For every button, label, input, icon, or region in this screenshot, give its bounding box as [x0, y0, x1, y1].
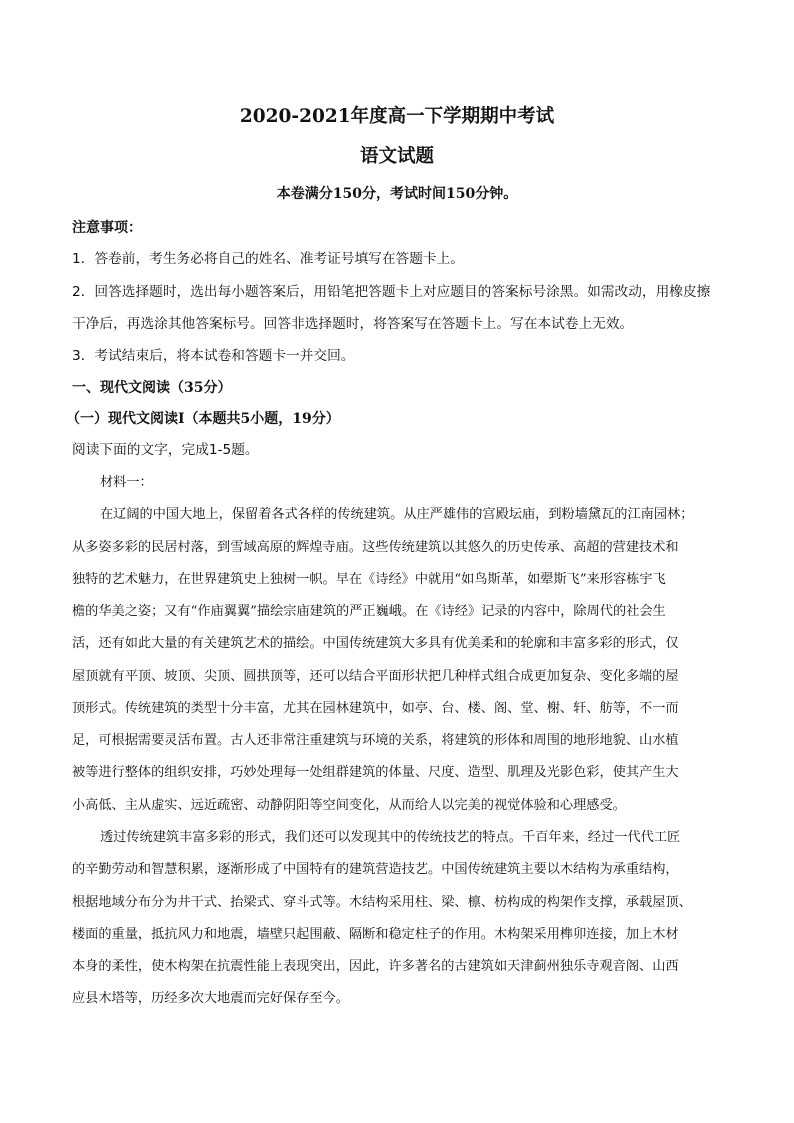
paragraph1-line-6: 屋顶就有平顶、坡顶、尖顶、圆拱顶等，还可以结合平面形状把几种样式组合成更加复杂、变化多端的屋	[72, 669, 679, 684]
exam-info: 本卷满分150分，考试时间150分钟。	[276, 186, 518, 202]
paragraph1-line-1: 在辽阔的中国大地上，保留着各式各样的传统建筑。从庄严雄伟的宫殿坛庙，到粉墙黛瓦的江南园林；	[100, 507, 694, 522]
paragraph1-line-9: 被等进行整体的组织安排，巧妙处理每一处组群建筑的体量、尺度、造型、肌理及光影色彩，使其产生大	[72, 765, 679, 780]
material-label: 材料一：	[100, 475, 153, 490]
reading-instruction: 阅读下面的文字，完成1-5题。	[72, 442, 259, 458]
paragraph2-line-5: 本身的柔性，使木构架在抗震性能上表现突出，因此，许多著名的古建筑如天津蓟州独乐寺观音阁、山西	[72, 959, 679, 974]
paragraph2-line-3: 根据地域分布分为井干式、抬梁式、穿斗式等。木结构采用柱、梁、檩、枋构成的构架作支撑，承载屋顶、	[72, 895, 692, 910]
notice-line-1: 1．答卷前，考生务必将自己的姓名、准考证号填写在答题卡上。	[72, 251, 464, 267]
section-heading: 一、现代文阅读（35分）	[72, 380, 232, 396]
paragraph1-line-7: 顶形式。传统建筑的类型十分丰富，尤其在园林建筑中，如亭、台、楼、阁、堂、榭、轩、舫等，不一而	[72, 701, 679, 716]
paragraph2-line-1: 透过传统建筑丰富多彩的形式，我们还可以发现其中的传统技艺的特点。千百年来，经过一代代工匠	[100, 830, 681, 845]
subsection-heading: （一）现代文阅读Ⅰ（本题共5小题，19分）	[66, 411, 340, 427]
subject-title: 语文试题	[359, 146, 434, 167]
paragraph1-line-10: 小高低、主从虚实、远近疏密、动静阴阳等空间变化，从而给人以完美的视觉体验和心理感受。	[72, 798, 626, 813]
paragraph1-line-3: 独特的艺术魅力，在世界建筑史上独树一帜。早在《诗经》中就用“如鸟斯革，如翚斯飞”来形容栋宇飞	[72, 572, 666, 587]
paragraph1-line-5: 活，还有如此大量的有关建筑艺术的描绘。中国传统建筑大多具有优美柔和的轮廓和丰富多彩的形式，仅	[72, 636, 679, 651]
paragraph2-line-2: 的辛勤劳动和智慧积累，逐渐形成了中国特有的建筑营造技艺。中国传统建筑主要以木结构为承重结构，	[72, 862, 679, 877]
paragraph1-line-2: 从多姿多彩的民居村落，到雪域高原的辉煌寺庙。这些传统建筑以其悠久的历史传承、高超的营建技术和	[72, 540, 679, 555]
notice-line-2: 2．回答选择题时，选出每小题答案后，用铅笔把答题卡上对应题目的答案标号涂黑。如需改动，用橡皮擦	[72, 284, 711, 300]
paragraph1-line-8: 足，可根据需要灵活布置。古人还非常注重建筑与环境的关系，将建筑的形体和周围的地形地貌、山水植	[72, 733, 679, 748]
paragraph2-line-6: 应县木塔等，历经多次大地震而完好保存至今。	[72, 991, 349, 1006]
notice-heading: 注意事项：	[72, 220, 142, 236]
paragraph2-line-4: 楼面的重量，抵抗风力和地震，墙壁只起围蔽、隔断和稳定柱子的作用。木构架采用榫卯连接，加上木材	[72, 927, 679, 942]
exam-title: 2020-2021年度高一下学期期中考试	[239, 106, 555, 127]
notice-line-3: 干净后，再选涂其他答案标号。回答非选择题时，将答案写在答题卡上。写在本试卷上无效。	[72, 316, 634, 332]
paragraph1-line-4: 檐的华美之姿；又有“作庙翼翼”描绘宗庙建筑的严正巍峨。在《诗经》记录的内容中，除周代的社会生	[72, 604, 666, 619]
notice-line-4: 3．考试结束后，将本试卷和答题卡一并交回。	[72, 348, 355, 364]
